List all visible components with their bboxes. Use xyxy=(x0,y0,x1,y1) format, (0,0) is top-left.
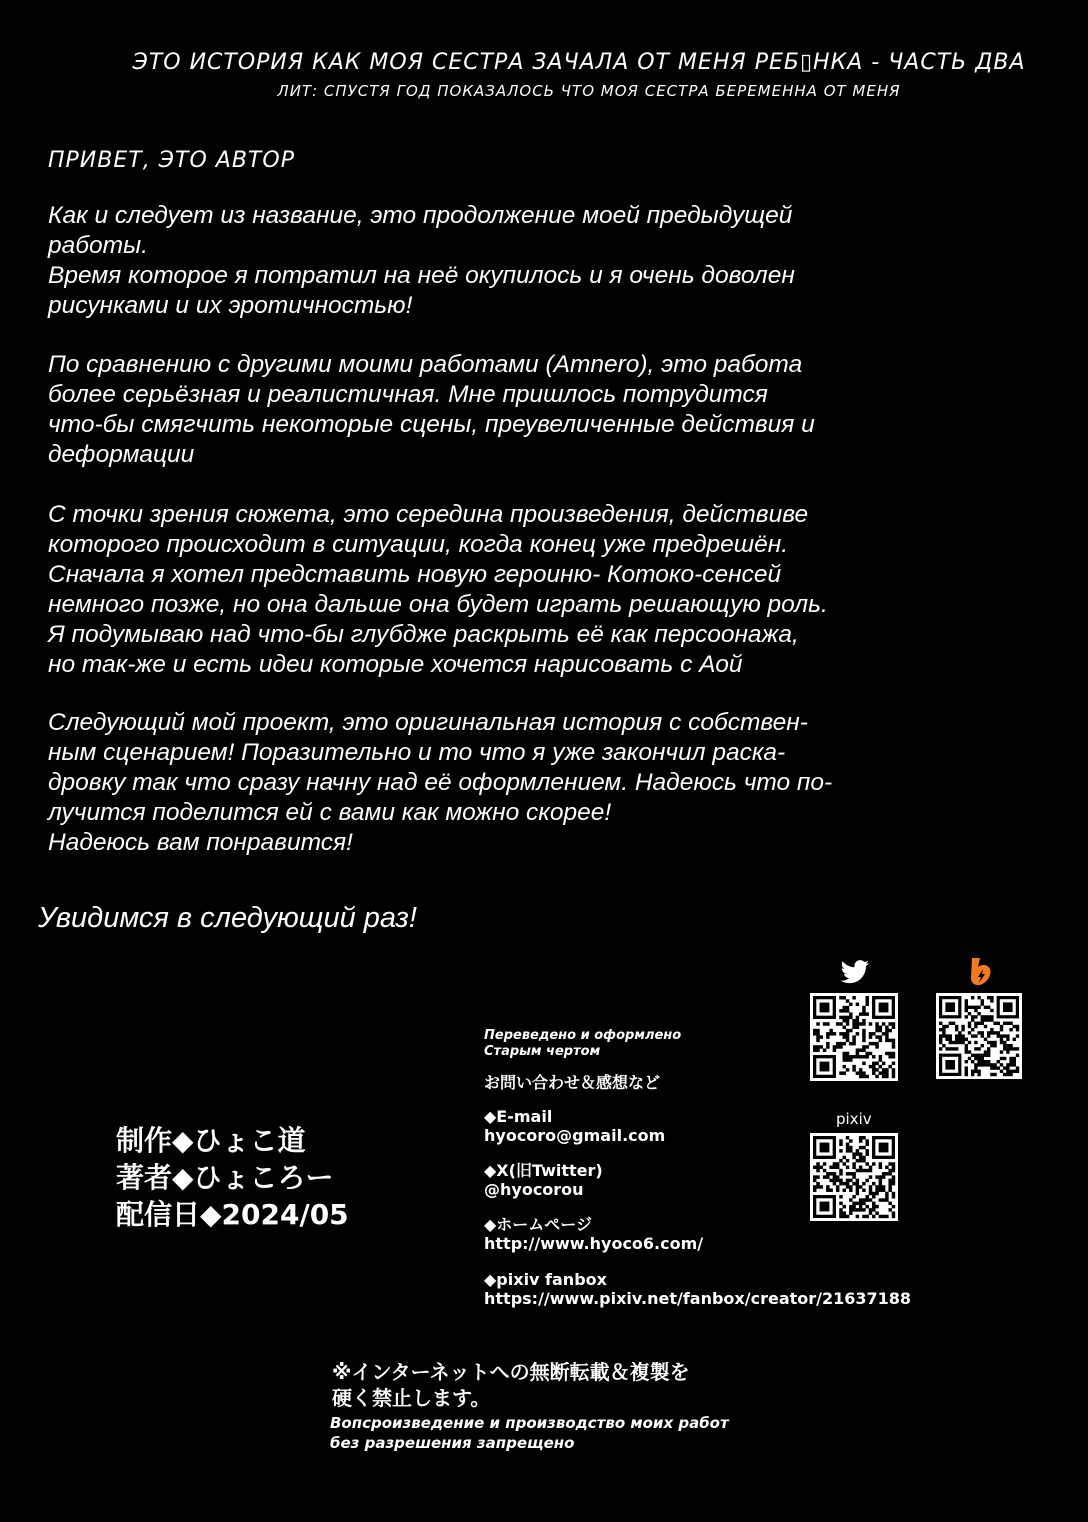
x-twitter-handle[interactable]: @hyocorou xyxy=(484,1180,584,1199)
copyright-notice-jp: ※インターネットへの無断転載＆複製を xyxy=(332,1360,690,1384)
paragraph-line: немного позже, но она дальше она будет играть решающую роль. xyxy=(48,591,828,618)
pixiv-qr-code[interactable] xyxy=(810,1133,898,1221)
copyright-notice-ru: Вопсроизведение и производство моих работ xyxy=(330,1414,729,1432)
paragraph-line: Как и следует из название, это продолжение моей предыдущей xyxy=(48,202,793,229)
page-title: ЭТО ИСТОРИЯ КАК МОЯ СЕСТРА ЗАЧАЛА ОТ МЕНЯ РЕБ▯НКА - ЧАСТЬ ДВА xyxy=(132,50,1026,75)
letter-paragraph-2 xyxy=(48,350,948,470)
fanbox-qr-code[interactable] xyxy=(936,993,1022,1079)
paragraph-line: Я подумываю над что-бы глубдже раскрыть её как персоонажа, xyxy=(48,621,799,648)
paragraph-line: ным сценарием! Поразительно и то что я уже закончил раска- xyxy=(48,739,786,766)
twitter-qr-code[interactable] xyxy=(810,993,898,1081)
paragraph-line: лучится поделится ей с вами как можно скорее! xyxy=(48,799,612,826)
credit-release-date: 配信日◆2024/05 xyxy=(116,1198,349,1231)
credit-author: 著者◆ひょころー xyxy=(116,1161,334,1194)
copyright-notice-ru: без разрешения запрещено xyxy=(330,1434,575,1452)
letter-farewell: Увидимся в следующий раз! xyxy=(38,902,417,934)
copyright-notice-jp: 硬く禁止します。 xyxy=(332,1386,491,1410)
paragraph-line: дровку так что сразу начну над её оформлением. Надеюсь что по- xyxy=(48,769,833,796)
paragraph-line: что-бы смягчить некоторые сцены, преувеличенные действия и xyxy=(48,411,815,438)
paragraph-line: Надеюсь вам понравится! xyxy=(48,829,353,856)
contact-heading: お問い合わせ＆感想など xyxy=(484,1073,661,1092)
translator-credit-line: Переведено и оформлено xyxy=(484,1028,682,1043)
qr-pattern xyxy=(810,993,898,1081)
fanbox-label: ◆pixiv fanbox xyxy=(484,1270,607,1289)
page-subtitle: ЛИТ: СПУСТЯ ГОД ПОКАЗАЛОСЬ ЧТО МОЯ СЕСТРА БЕРЕМЕННА ОТ МЕНЯ xyxy=(277,82,901,100)
qr-pattern xyxy=(810,1133,898,1221)
paragraph-line: рисунками и их эротичностью! xyxy=(48,292,413,319)
paragraph-line: Время которое я потратил на неё окупилось и я очень доволен xyxy=(48,262,795,289)
paragraph-line: С точки зрения сюжета, это середина произведения, действиве xyxy=(48,501,809,528)
translator-credit-name: Старым чертом xyxy=(484,1044,601,1059)
letter-greeting: ПРИВЕТ, ЭТО АВТОР xyxy=(48,148,295,173)
email-link[interactable]: hyocoro@gmail.com xyxy=(484,1126,666,1145)
paragraph-line: По сравнению с другими моими работами (Amnero), это работа xyxy=(48,351,803,378)
fanbox-bolt-icon xyxy=(966,956,996,992)
x-twitter-label: ◆X(旧Twitter) xyxy=(484,1161,603,1180)
fanbox-link[interactable]: https://www.pixiv.net/fanbox/creator/21637188 xyxy=(484,1289,912,1308)
paragraph-line: Следующий мой проект, это оригинальная история с собствен- xyxy=(48,709,808,736)
paragraph-line: работы. xyxy=(48,232,148,259)
pixiv-label: pixiv xyxy=(836,1110,872,1128)
homepage-link[interactable]: http://www.hyoco6.com/ xyxy=(484,1234,704,1253)
paragraph-line: которого происходит в ситуации, когда конец уже предрешён. xyxy=(48,531,789,558)
paragraph-line: но так-же и есть идеи которые хочется нарисовать с Аой xyxy=(48,651,743,678)
paragraph-line: деформации xyxy=(48,441,195,468)
letter-paragraph-1 xyxy=(48,201,948,321)
letter-paragraph-3 xyxy=(48,500,948,680)
credit-production: 制作◆ひょこ道 xyxy=(116,1124,306,1157)
email-label: ◆E-mail xyxy=(484,1107,553,1126)
twitter-bird-icon xyxy=(840,960,870,988)
paragraph-line: Сначала я хотел представить новую героиню- Котоко-сенсей xyxy=(48,561,782,588)
letter-paragraph-4 xyxy=(48,708,948,858)
homepage-label: ◆ホームページ xyxy=(484,1215,592,1234)
qr-pattern xyxy=(936,993,1022,1079)
paragraph-line: более серьёзная и реалистичная. Мне пришлось потрудится xyxy=(48,381,768,408)
